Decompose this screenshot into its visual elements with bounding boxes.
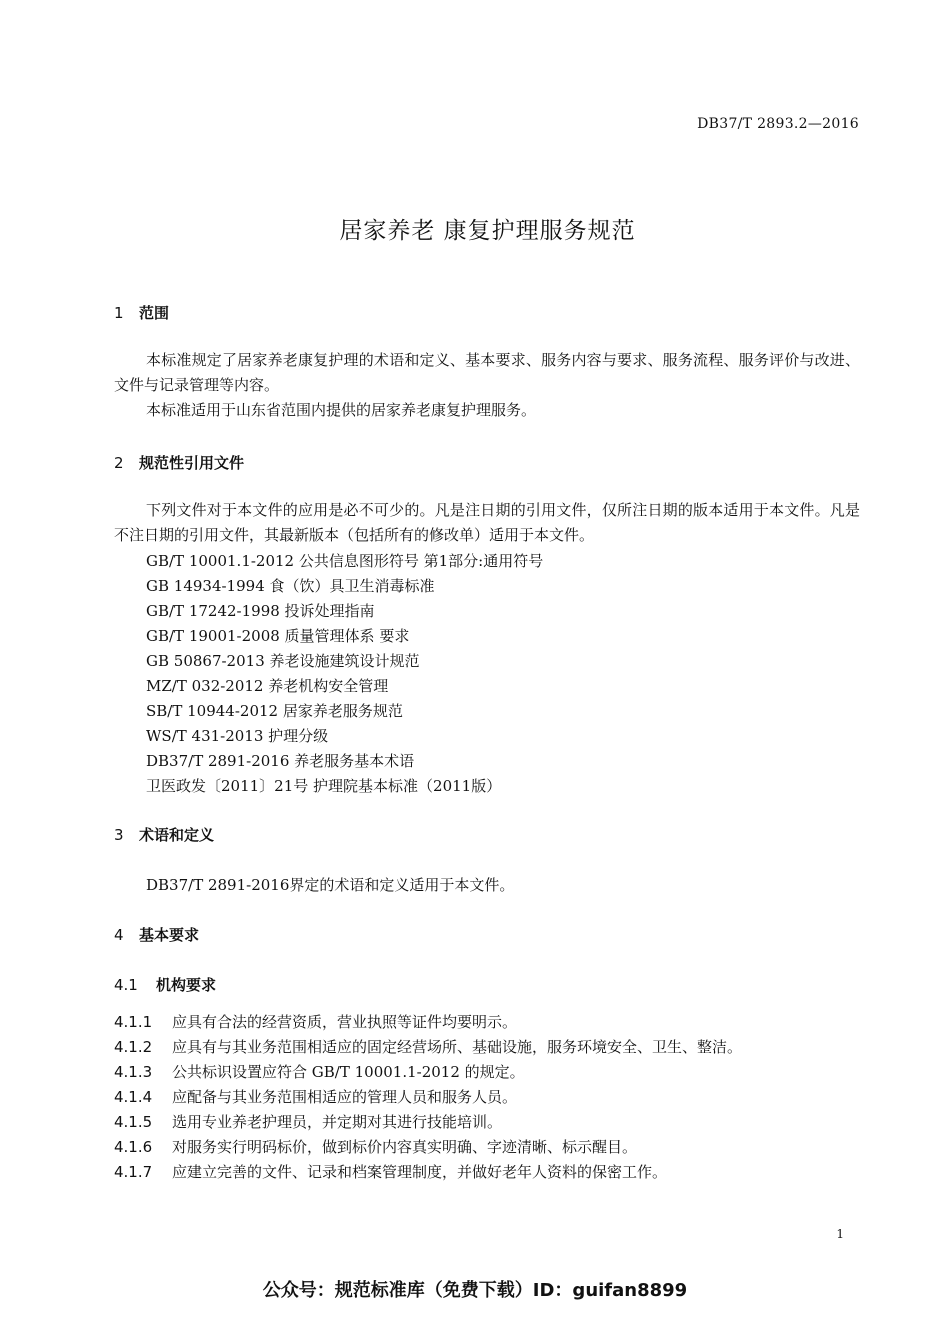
section-number: 4 <box>114 926 124 944</box>
clause-item <box>114 1011 517 1032</box>
section-title: 规范性引用文件 <box>139 454 245 472</box>
section-number: 2 <box>114 454 124 472</box>
clause-text: 选用专业养老护理员，并定期对其进行技能培训。 <box>172 1113 503 1131</box>
clause-number: 4.1.6 <box>114 1138 153 1156</box>
section-4-heading <box>114 924 199 945</box>
reference-item: GB/T 19001-2008 质量管理体系 要求 <box>146 627 410 645</box>
clause-item <box>114 1036 742 1057</box>
section-number: 3 <box>114 826 124 844</box>
section-1-paragraph-1: 本标准规定了居家养老康复护理的术语和定义、基本要求、服务内容与要求、服务流程、服务评价与改进、文件与记录管理等内容。 <box>114 351 860 394</box>
clause-text: 应配备与其业务范围相适应的管理人员和服务人员。 <box>172 1088 518 1106</box>
section-title: 范围 <box>139 304 170 322</box>
clause-item <box>114 1136 637 1157</box>
reference-item: MZ/T 032-2012 养老机构安全管理 <box>146 677 389 695</box>
section-3-text: DB37/T 2891-2016界定的术语和定义适用于本文件。 <box>146 876 515 894</box>
clause-text: 对服务实行明码标价，做到标价内容真实明确、字迹清晰、标示醒目。 <box>172 1138 638 1156</box>
section-1-paragraph-2: 本标准适用于山东省范围内提供的居家养老康复护理服务。 <box>146 401 537 419</box>
clause-number: 4.1.7 <box>114 1163 153 1181</box>
clause-text: 应建立完善的文件、记录和档案管理制度，并做好老年人资料的保密工作。 <box>172 1163 668 1181</box>
reference-item: 卫医政发〔2011〕21号 护理院基本标准（2011版） <box>146 777 502 795</box>
clause-number: 4.1.2 <box>114 1038 153 1056</box>
clause-number: 4.1.5 <box>114 1113 153 1131</box>
clause-text: 应具有与其业务范围相适应的固定经营场所、基础设施，服务环境安全、卫生、整洁。 <box>172 1038 743 1056</box>
clause-text: 公共标识设置应符合 GB/T 10001.1-2012 的规定。 <box>172 1063 525 1081</box>
section-2-heading <box>114 452 244 473</box>
reference-item: GB 50867-2013 养老设施建筑设计规范 <box>146 652 420 670</box>
clause-item <box>114 1086 517 1107</box>
clause-number: 4.1.4 <box>114 1088 153 1106</box>
section-title: 术语和定义 <box>139 826 215 844</box>
clause-item <box>114 1061 525 1082</box>
reference-item: DB37/T 2891-2016 养老服务基本术语 <box>146 752 415 770</box>
reference-item: GB/T 10001.1-2012 公共信息图形符号 第1部分:通用符号 <box>146 552 544 570</box>
section-3-heading <box>114 824 214 845</box>
subsection-number: 4.1 <box>114 976 138 994</box>
clause-item <box>114 1111 502 1132</box>
clause-number: 4.1.1 <box>114 1013 153 1031</box>
subsection-title: 机构要求 <box>156 976 217 994</box>
reference-item: GB 14934-1994 食（饮）具卫生消毒标准 <box>146 577 435 595</box>
footer-banner: 公众号：规范标准库（免费下载）ID：guifan8899 <box>262 1280 688 1301</box>
document-code: DB37/T 2893.2—2016 <box>697 116 859 132</box>
section-2-intro: 下列文件对于本文件的应用是必不可少的。凡是注日期的引用文件，仅所注日期的版本适用于本文件。凡是不注日期的引用文件，其最新版本（包括所有的修改单）适用于本文件。 <box>114 501 860 544</box>
subsection-4-1-heading <box>114 974 216 995</box>
clause-text: 应具有合法的经营资质，营业执照等证件均要明示。 <box>172 1013 518 1031</box>
reference-item: GB/T 17242-1998 投诉处理指南 <box>146 602 375 620</box>
document-title: 居家养老 康复护理服务规范 <box>339 218 636 244</box>
section-number: 1 <box>114 304 124 322</box>
section-title: 基本要求 <box>139 926 200 944</box>
clause-item <box>114 1161 667 1182</box>
section-1-heading <box>114 302 169 323</box>
reference-item: WS/T 431-2013 护理分级 <box>146 727 329 745</box>
clause-number: 4.1.3 <box>114 1063 153 1081</box>
page-number: 1 <box>836 1227 844 1241</box>
reference-item: SB/T 10944-2012 居家养老服务规范 <box>146 702 403 720</box>
